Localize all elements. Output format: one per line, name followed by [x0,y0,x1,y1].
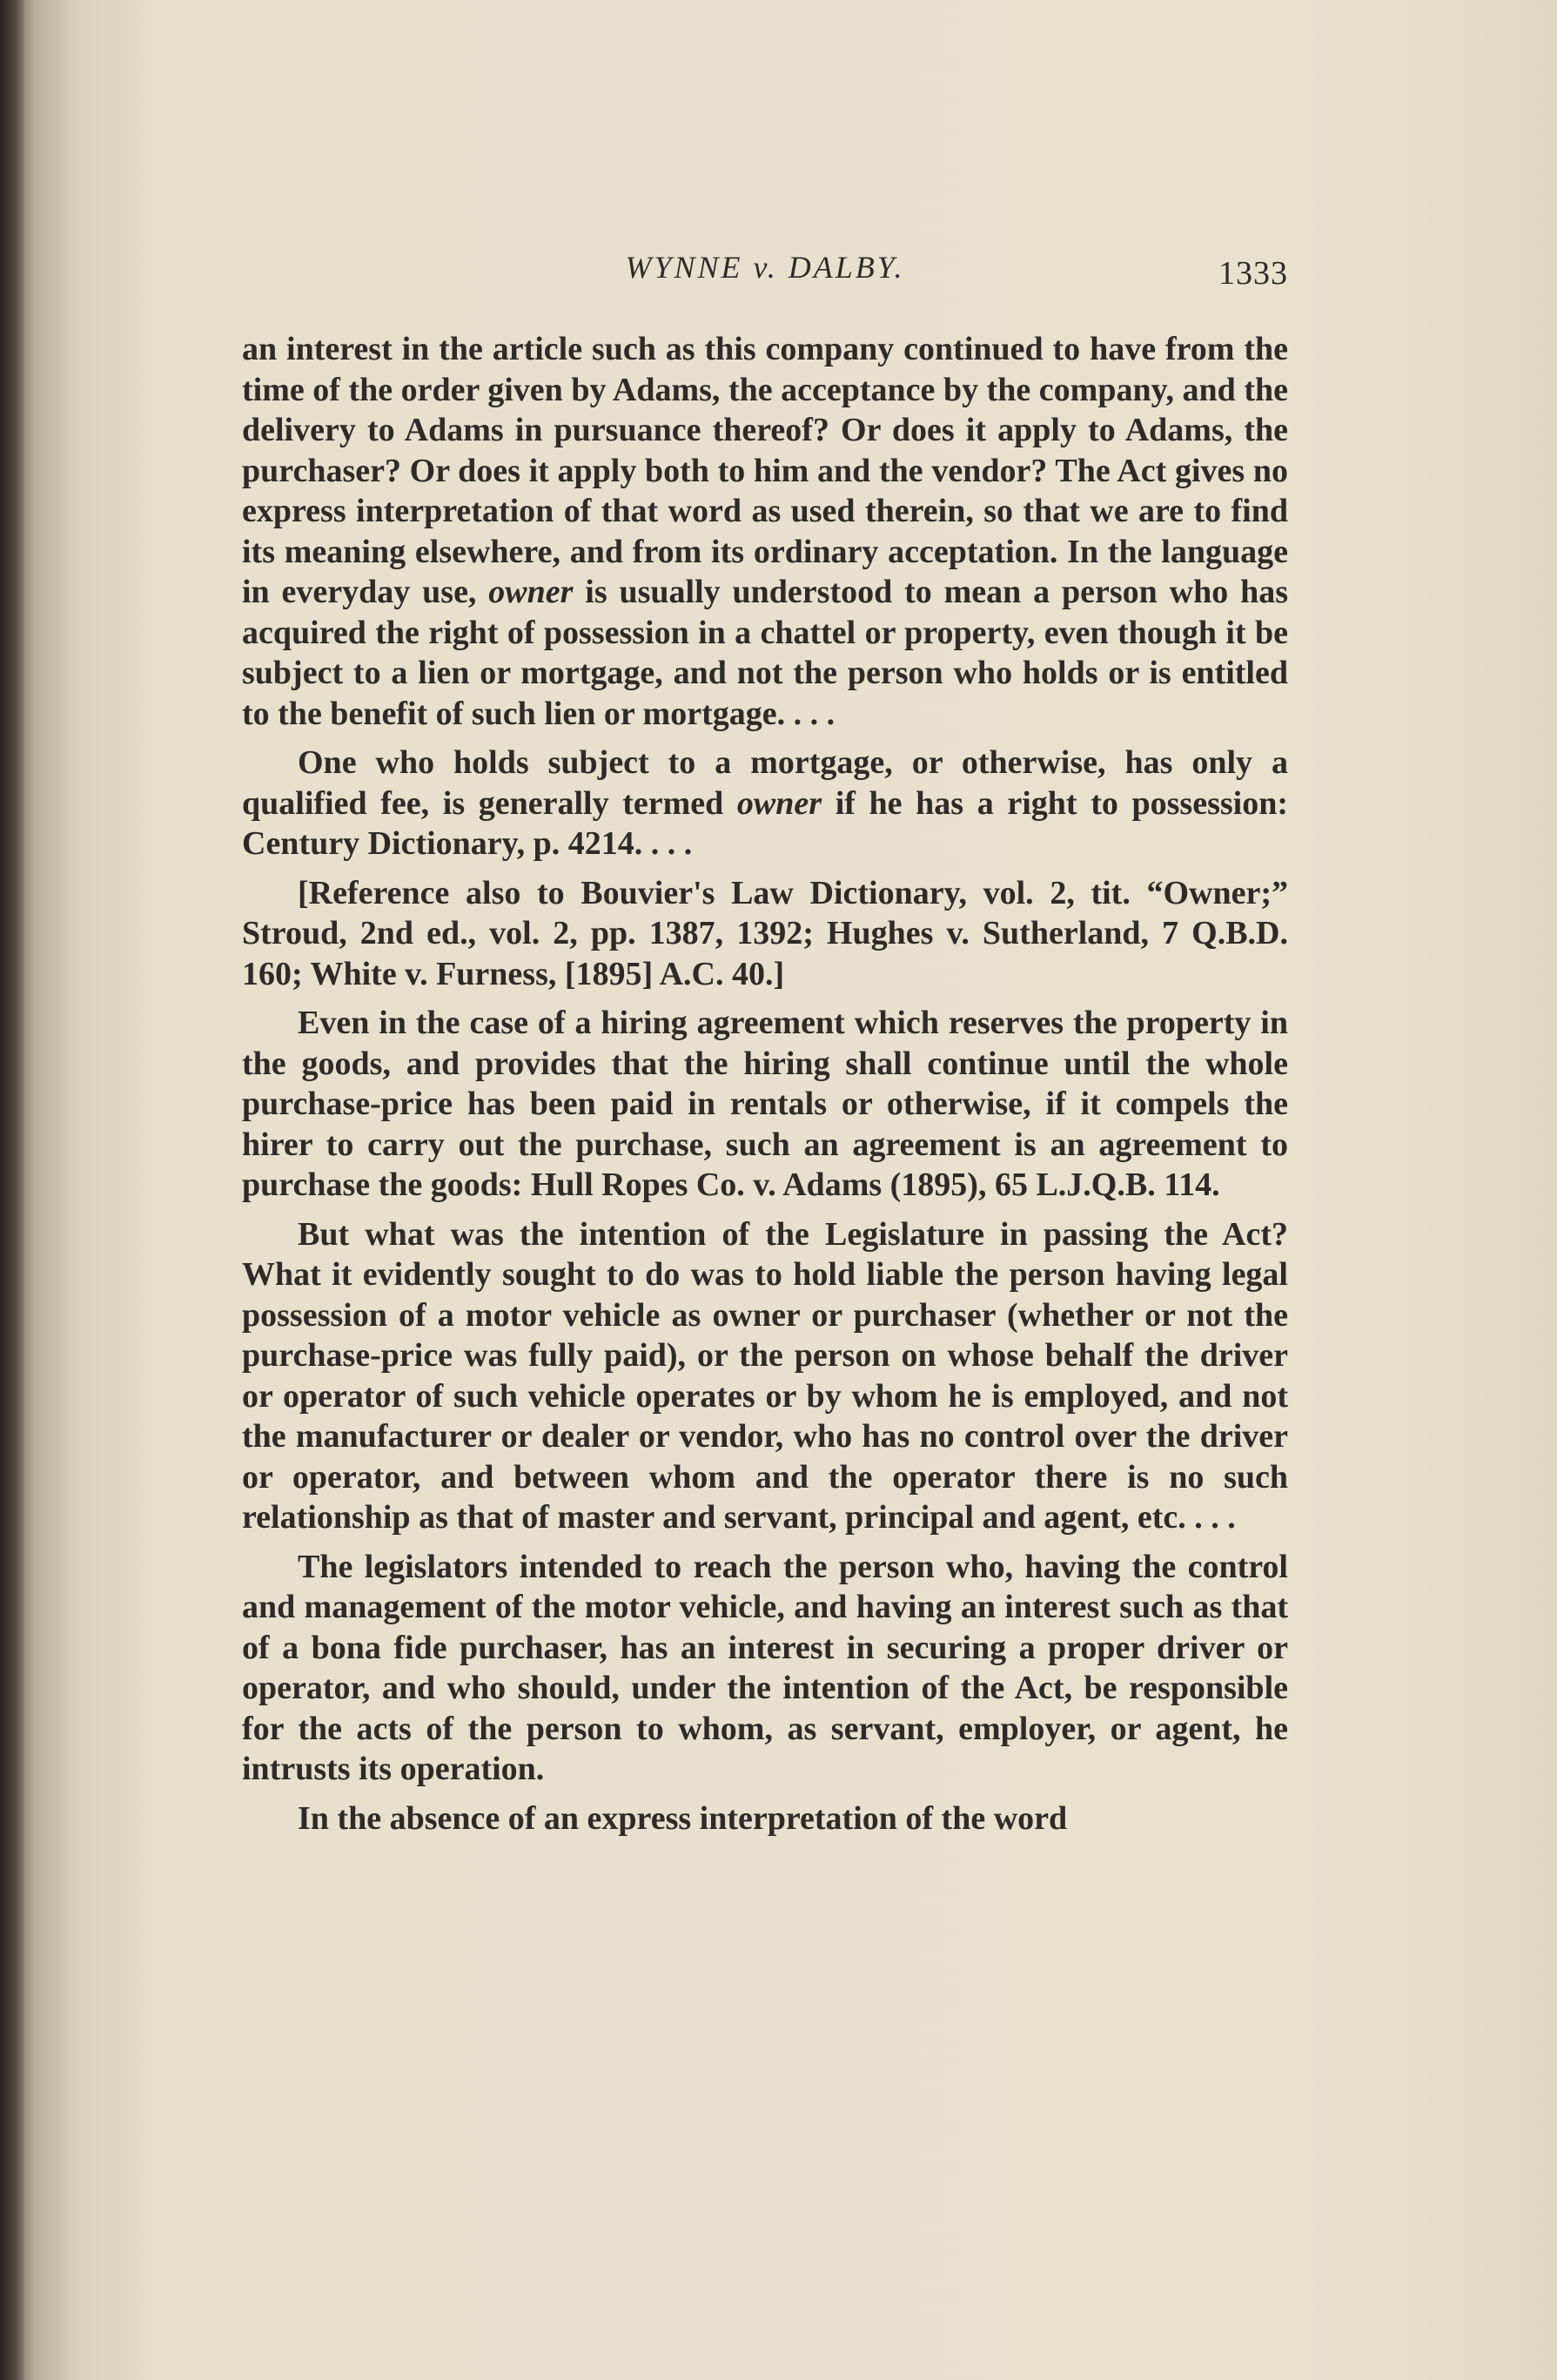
paragraph: [Reference also to Bouvier's Law Dictionary, vol. 2, tit. “Owner;” Stroud, 2nd ed., vol. 2, pp. 1387, 1392; Hughes v. Sutherland, 7 Q.B.D. 160; White v. Furness, [1895] A.C. 40.] [242,874,1288,992]
paragraph-text: if he has a right to possession: Century Dictionary, p. 4214. . . . [242,784,1289,862]
paragraph: But what was the intention of the Legislature in passing the Act? What it evidently sought to do was to hold liable the person having legal possession of a motor vehicle as owner or purchaser (whether or not the purchase-price was fully paid), or the person on whose behalf the driver or operator of such vehicle operates or by whom he is employed, and not the manufacturer or dealer or vendor, who has no control over the driver or operator, and between whom and the operator there is no such relationship as that of master and servant, principal and agent, etc. . . . [242,1215,1288,1536]
paragraph [242,743,1288,864]
italic-term: owner [488,574,574,610]
paragraph [242,329,1288,734]
body-text [242,329,1288,1847]
paragraph: The legislators intended to reach the person who, having the control and management of the motor vehicle, and having an interest such as that of a bona fide purchaser, has an interest in securing a proper driver or operator, and who should, under the intention of the Act, be responsible for the acts of the person to whom, as servant, employer, or agent, he intrusts its operation. [242,1548,1288,1787]
paragraph-text: an interest in the article such as this company continued to have from the time of the order given by Adams, the acceptance by the company, and the delivery to Adams in pursuance thereof? Or does it apply to Adams, the purchaser? Or does it apply both to him and the vendor? The Act gives no express interpretation of that word as used therein, so that we are to find its meaning elsewhere, and from its ordinary acceptation. In the language in everyday use, [242,331,1288,610]
paragraph: In the absence of an express interpretation of the word [298,1799,1068,1837]
running-title: WYNNE v. DALBY. [625,250,905,285]
page-header [242,244,1288,296]
italic-term: owner [736,784,822,822]
paragraph-text: One who holds subject to a mortgage, or otherwise, has only a qualified fee, is generally termed [242,744,1288,822]
page-number: 1333 [1218,255,1288,292]
page-binding-shadow [0,0,24,2380]
paragraph: Even in the case of a hiring agreement which reserves the property in the goods, and provides that the hiring shall continue until the whole purchase-price has been paid in rentals or otherwise, if it compels the hirer to carry out the purchase, such an agreement is an agreement to purchase the goods: Hull Ropes Co. v. Adams (1895), 65 L.J.Q.B. 114. [242,1005,1288,1203]
paragraph-text: is usually understood to mean a person who has acquired the right of possession in a chattel or property, even though it be subject to a lien or mortgage, and not the person who holds or is entitled to the benefit of such lien or mortgage. . . . [242,574,1288,732]
